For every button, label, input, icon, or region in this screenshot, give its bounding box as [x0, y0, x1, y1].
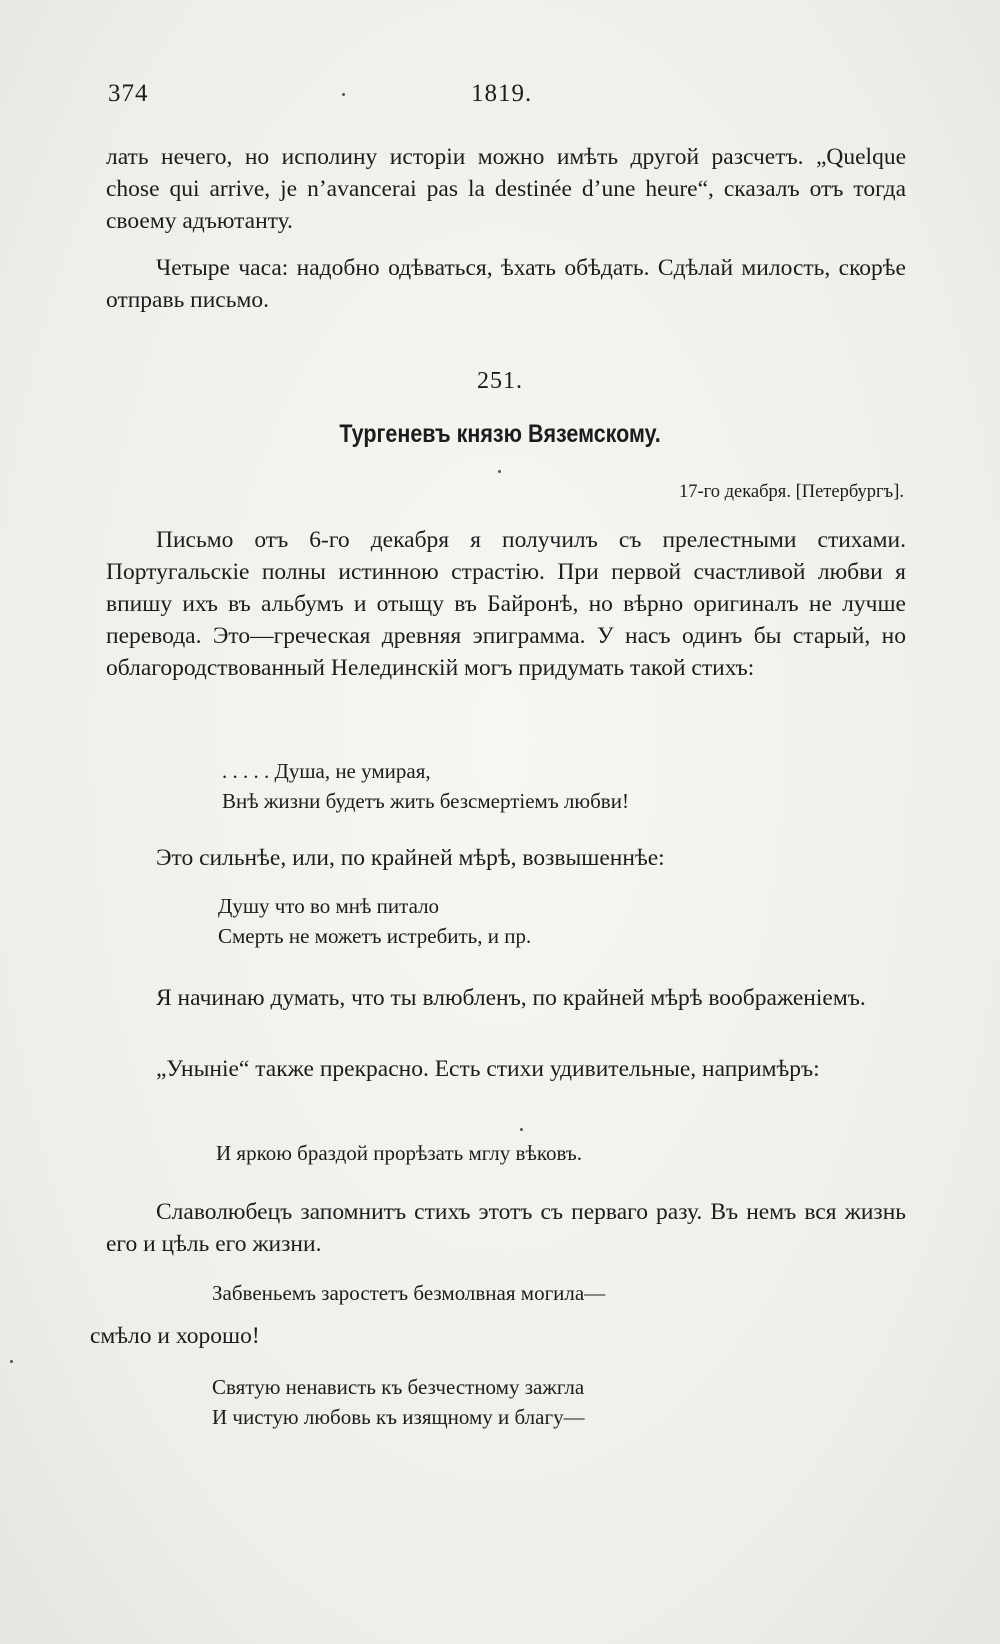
letter-date: 17-го декабря. [Петербургъ].: [678, 482, 904, 502]
verse-quote: [216, 1138, 582, 1168]
verse-line: Смерть не можетъ истребить, и пр.: [218, 924, 532, 948]
verse-quote: [222, 756, 629, 816]
letter-title: Тургеневъ князю Вяземскому.: [339, 420, 661, 448]
paper-speck: [520, 1128, 523, 1131]
letter-paragraph: Это сильнѣе, или, по крайней мѣрѣ, возвышеннѣе:: [156, 845, 665, 871]
letter-paragraph: Я начинаю думать, что ты влюбленъ, по крайней мѣрѣ воображеніемъ.: [156, 985, 866, 1011]
running-header: [108, 80, 908, 116]
printer-dot: [342, 93, 345, 96]
letter-paragraph: Славолюбецъ запомнитъ стихъ этотъ съ перваго разу. Въ немъ вся жизнь его и цѣль его жизни.: [106, 1199, 906, 1257]
continuation-paragraph: лать нечего, но исполину исторіи можно имѣть другой разсчетъ. „Quelque chose qui arrive, je n’avancerai pas la destinée d’une heure“, сказалъ отъ тогда своему адъютанту.: [106, 144, 906, 234]
paper-speck: [498, 470, 501, 473]
header-year: 1819.: [471, 80, 533, 107]
letter-paragraph: „Унынiе“ также прекрасно. Есть стихи удивительные, напримѣръ:: [156, 1056, 820, 1082]
letter-number: 251.: [477, 368, 523, 394]
letter-paragraph: Письмо отъ 6-го декабря я получилъ съ прелестными стихами. Португальскіе полны истинною страстію. При первой счастливой любви я впишу ихъ въ альбумъ и отыщу въ Байронѣ, но вѣрно оригиналъ не лучше перевода. Это—греческая древняя эпиграмма. У насъ одинъ бы старый, но облагородствованный Нелединскій могъ придумать такой стихъ:: [106, 527, 906, 681]
verse-line: И яркою браздой прорѣзать мглу вѣковъ.: [216, 1141, 582, 1165]
verse-quote: [218, 891, 531, 951]
verse-line: Внѣ жизни будетъ жить безсмертіемъ любви!: [222, 789, 629, 813]
page-number: 374: [108, 80, 149, 107]
verse-line: Душу что во мнѣ питало: [218, 894, 440, 918]
verse-line: Забвеньемъ заростетъ безмолвная могила—: [212, 1281, 606, 1305]
letter-paragraph: смѣло и хорошо!: [90, 1323, 260, 1349]
verse-line: И чистую любовь къ изящному и благу—: [212, 1405, 585, 1429]
verse-quote: [212, 1372, 585, 1432]
continuation-paragraph: Четыре часа: надобно одѣваться, ѣхать обѣдать. Сдѣлай милость, скорѣе отправь письмо.: [106, 255, 906, 313]
verse-quote: [212, 1278, 605, 1308]
verse-line: Святую ненависть къ безчестному зажгла: [212, 1375, 585, 1399]
verse-line: . . . . . Душа, не умирая,: [222, 759, 431, 783]
paper-speck: [10, 1360, 13, 1363]
